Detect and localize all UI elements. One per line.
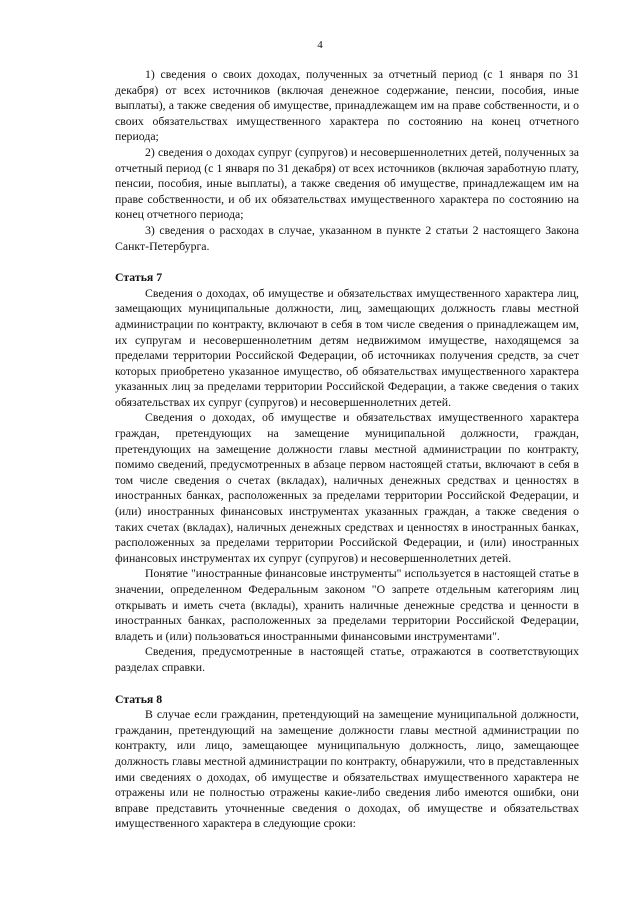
article-7-paragraph-1: Сведения о доходах, об имуществе и обязательствах имущественного характера лиц, замещающих муниципальные должности, лиц, замещающих должность главы местной администрации по контракту, включают в себя в том числе сведения о принадлежащем им, их супругам и несовершеннолетним детям недвижимом имуществе, находящемся за пределами территории Российской Федерации, об источниках получения средств, за счет которых приобретено указанное имущество, об обязательствах имущественного характера указанных лиц за пределами территории Российской Федерации, а также сведения о таких обязательствах их супруг (супругов) и несовершеннолетних детей.: [115, 285, 579, 409]
article-7-paragraph-3: Понятие "иностранные финансовые инструменты" используется в настоящей статье в значении, определенном Федеральным законом "О запрете отдельным категориям лиц открывать и иметь счета (вклады), хранить наличные денежные средства и ценности в иностранных банках, расположенных за пределами территории Российской Федерации, владеть и (или) пользоваться иностранными финансовыми инструментами".: [115, 566, 579, 643]
article-7-paragraph-2: Сведения о доходах, об имуществе и обязательствах имущественного характера граждан, претендующих на замещение муниципальной должности, граждан, претендующих на замещение должности главы местной администрации по контракту, помимо сведений, предусмотренных в абзаце первом настоящей статьи, включают в себя в том числе сведения о счетах (вкладах), наличных денежных средствах и ценностях в иностранных банках, расположенных за пределами территории Российской Федерации, и (или) иностранных финансовых инструментах указанных граждан, а также сведения о таких счетах (вкладах), наличных денежных средствах и ценностях в иностранных банках, расположенных за пределами территории Российской Федерации, и (или) иностранных финансовых инструментах их супруг (супругов) и несовершеннолетних детей.: [115, 410, 579, 565]
article-7-paragraph-4: Сведения, предусмотренные в настоящей статье, отражаются в соответствующих разделах справки.: [115, 644, 579, 674]
article-8-paragraph-1: В случае если гражданин, претендующий на замещение муниципальной должности, гражданин, претендующий на замещение должности главы местной администрации по контракту, или лицо, замещающее муниципальную должность, лицо, замещающее должность главы местной администрации по контракту, обнаружили, что в представленных ими сведениях о доходах, об имуществе и обязательствах имущественного характера не отражены или не полностью отражены какие-либо сведения либо имеются ошибки, они вправе представить уточненные сведения о доходах, об имуществе и обязательствах имущественного характера в следующие сроки:: [115, 707, 579, 831]
spacer: [115, 254, 579, 270]
article-8-heading: Статья 8: [115, 691, 163, 706]
intro-item-2: 2) сведения о доходах супруг (супругов) и несовершеннолетних детей, полученных за отчетный период (с 1 января по 31 декабря) от всех источников (включая заработную плату, пенсии, пособия, иные выплаты), а также сведения об имуществе, принадлежащем им на праве собственности, и об их обязательствах имущественного характера по состоянию на конец отчетного периода;: [115, 144, 579, 222]
spacer: [115, 676, 579, 692]
page-number: 4: [317, 39, 323, 51]
intro-item-3: 3) сведения о расходах в случае, указанном в пункте 2 статьи 2 настоящего Закона Санкт-Петербурга.: [115, 222, 579, 253]
intro-item-1: 1) сведения о своих доходах, полученных за отчетный период (с 1 января по 31 декабря) от всех источников (включая денежное содержание, пенсии, пособия, иные выплаты), а также сведения об имуществе, принадлежащем им на праве собственности, и о своих обязательствах имущественного характера по состоянию на конец отчетного периода;: [115, 67, 579, 144]
document-body: [115, 67, 579, 832]
article-7-heading: Статья 7: [115, 270, 163, 285]
